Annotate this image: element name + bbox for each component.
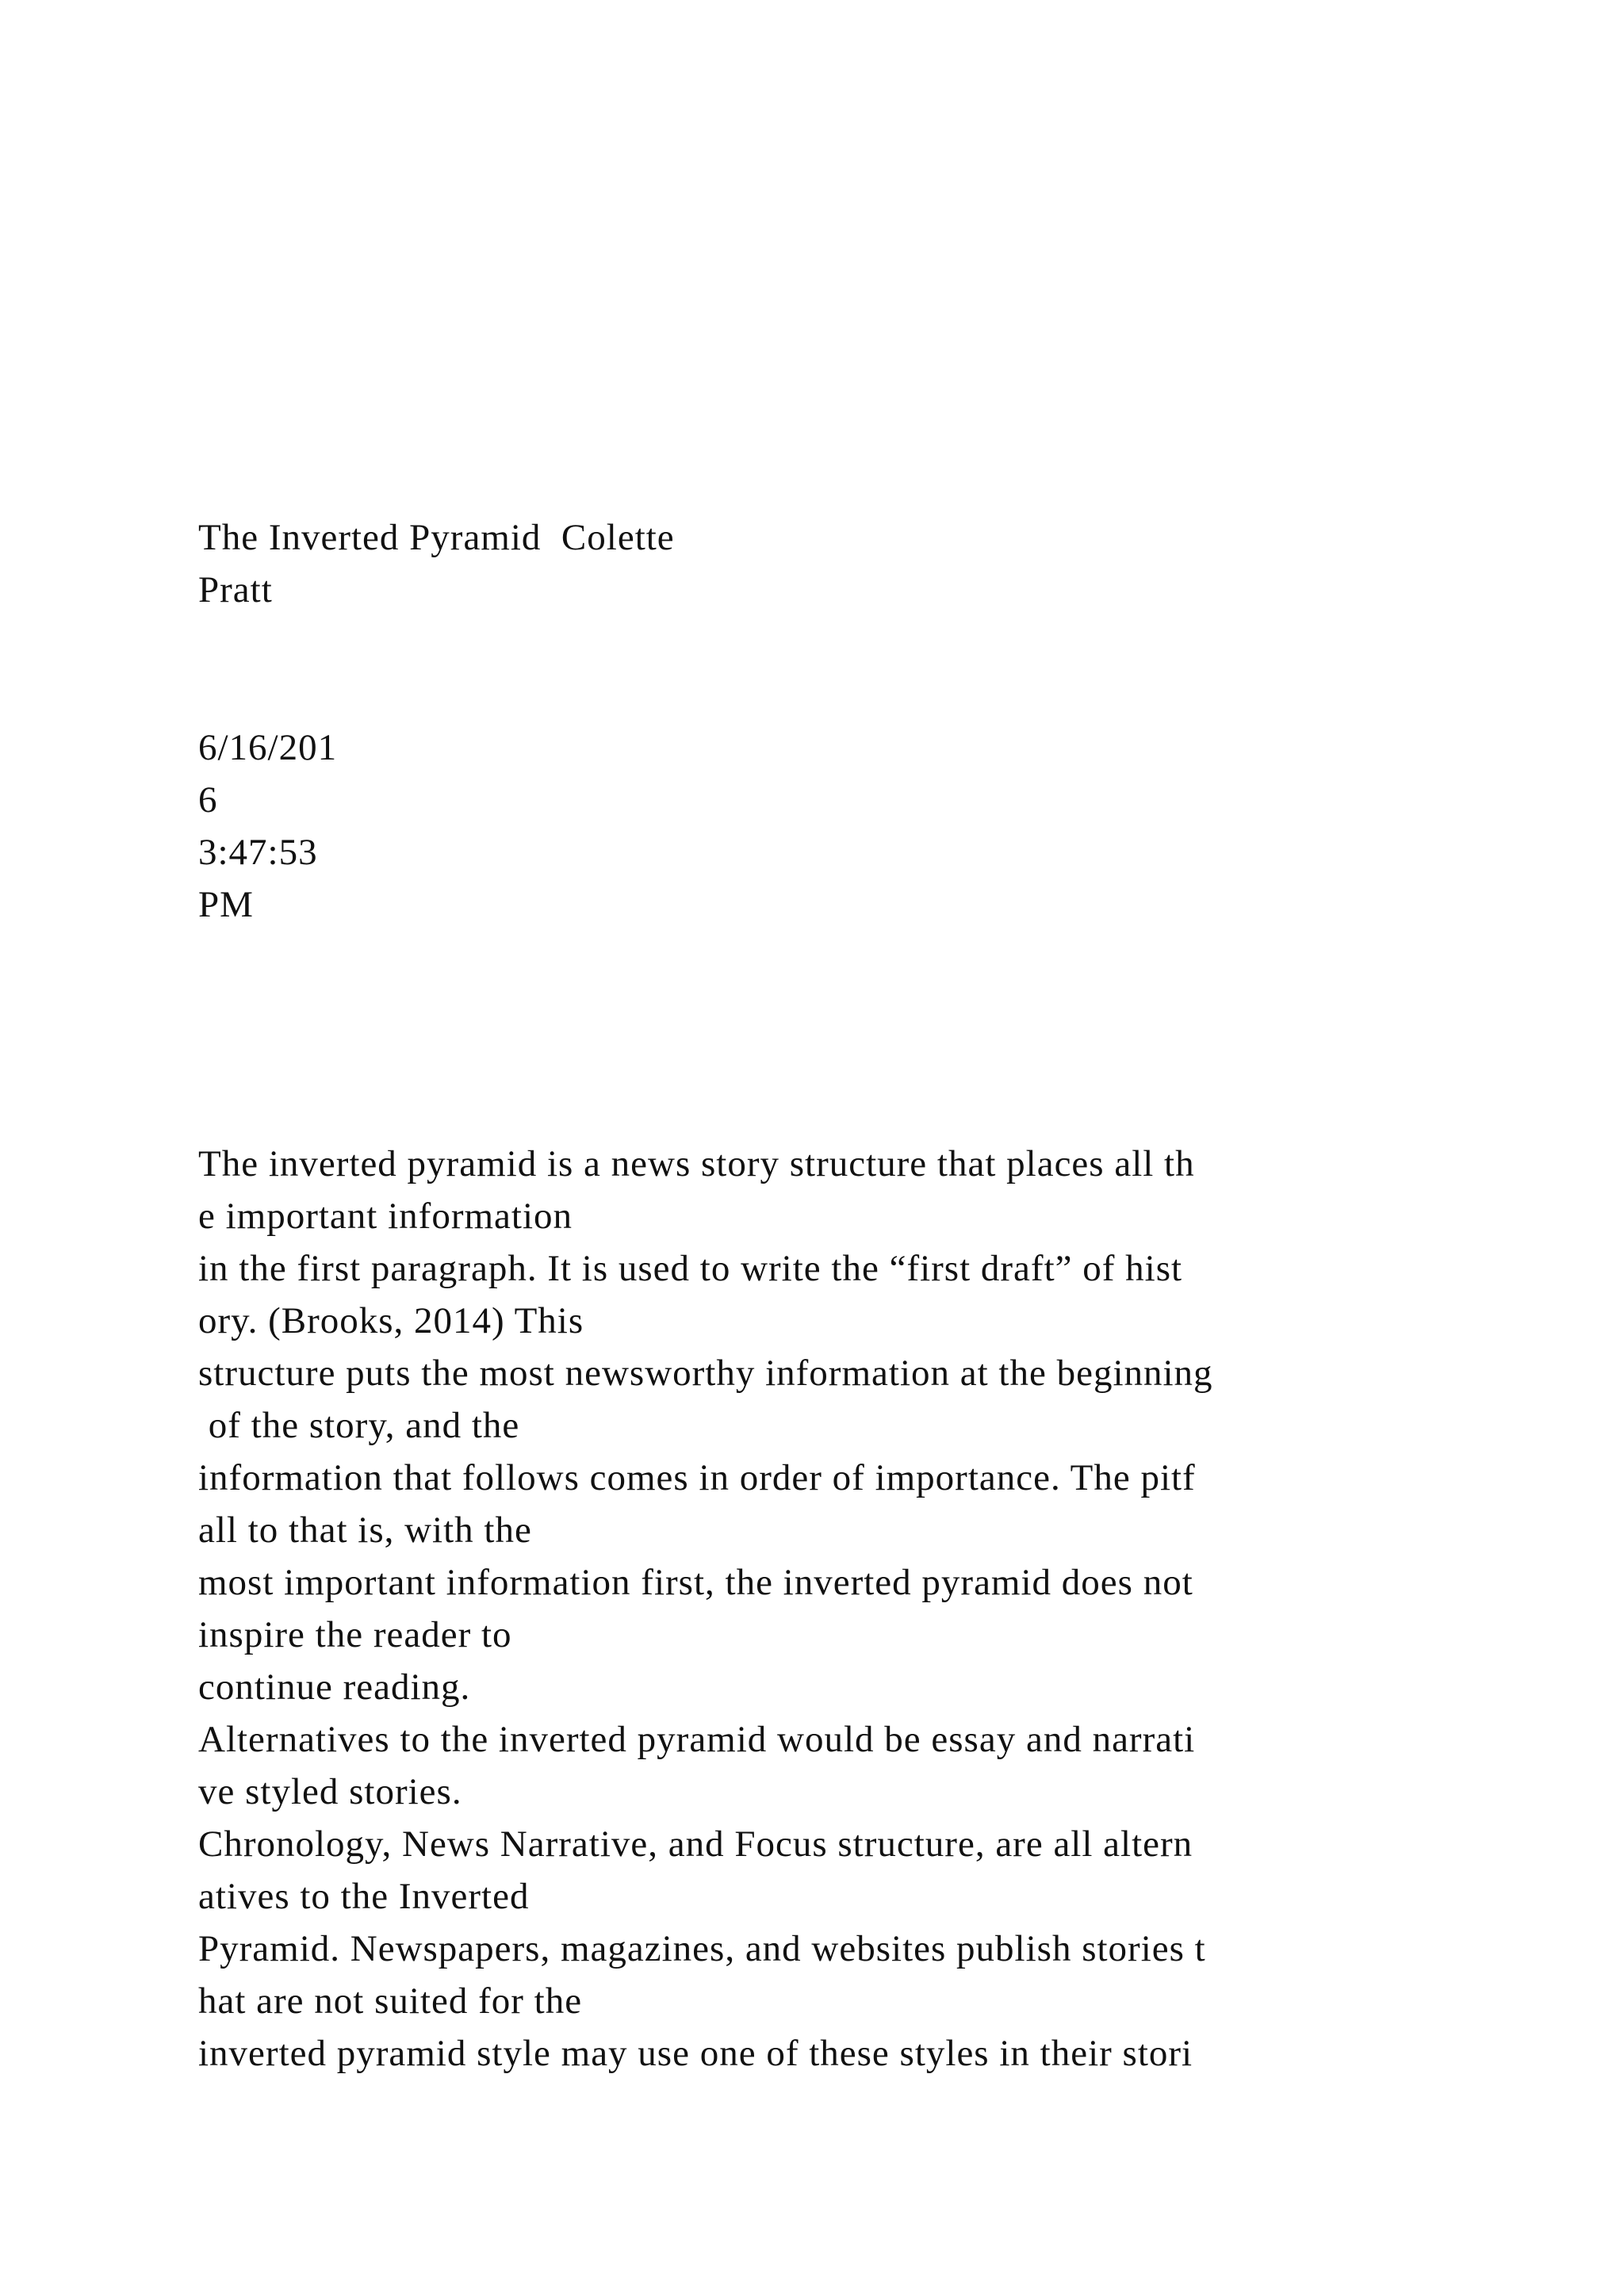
document-timestamp <box>198 721 1610 931</box>
document-title <box>198 511 1610 616</box>
body-line: The inverted pyramid is a news story structure that places all th <box>198 1143 1195 1184</box>
date-line: 3:47:53 <box>198 832 318 873</box>
document-body <box>198 1138 1610 2080</box>
body-line: inspire the reader to <box>198 1614 512 1655</box>
date-line: PM <box>198 884 254 925</box>
body-line: Pyramid. Newspapers, magazines, and websites publish stories t <box>198 1928 1206 1969</box>
body-line: information that follows comes in order of importance. The pitf <box>198 1457 1196 1498</box>
date-line: 6/16/201 <box>198 727 338 768</box>
body-line: all to that is, with the <box>198 1510 532 1551</box>
body-line: in the first paragraph. It is used to write the “first draft” of hist <box>198 1248 1183 1289</box>
body-line: Chronology, News Narrative, and Focus structure, are all altern <box>198 1823 1193 1865</box>
body-line: Alternatives to the inverted pyramid would be essay and narrati <box>198 1719 1196 1760</box>
body-line: ve styled stories. <box>198 1771 462 1812</box>
body-line: inverted pyramid style may use one of these styles in their stori <box>198 2033 1193 2074</box>
body-line: hat are not suited for the <box>198 1980 583 2022</box>
body-line: continue reading. <box>198 1667 471 1708</box>
body-line: structure puts the most newsworthy information at the beginning <box>198 1353 1213 1394</box>
title-line: Pratt <box>198 569 273 610</box>
body-line: most important information first, the inverted pyramid does not <box>198 1562 1193 1603</box>
title-line: The Inverted Pyramid Colette <box>198 517 675 558</box>
date-line: 6 <box>198 779 218 821</box>
body-line: ory. (Brooks, 2014) This <box>198 1300 584 1341</box>
body-line: atives to the Inverted <box>198 1876 530 1917</box>
body-line: of the story, and the <box>198 1405 520 1446</box>
body-line: e important information <box>198 1196 573 1237</box>
